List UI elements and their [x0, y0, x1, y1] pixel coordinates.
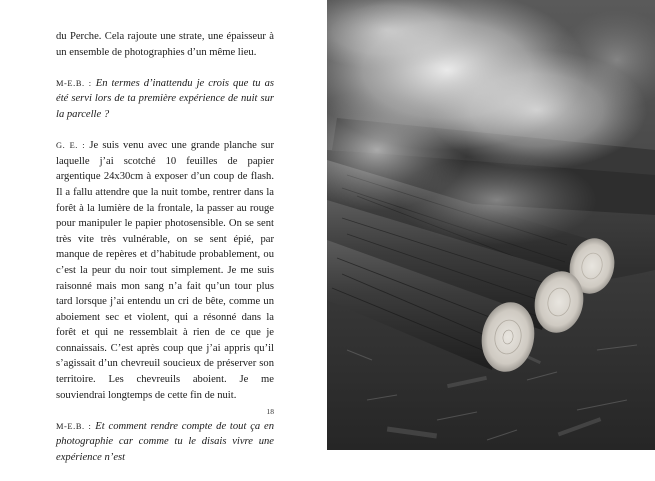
paragraph-1 [56, 29, 274, 60]
speaker-label: M-E.B. : [56, 78, 92, 88]
left-page [0, 0, 327, 464]
page-number: 18 [266, 407, 274, 416]
paragraph-1-text: du Perche. Cela rajoute une strate, une épaisseur à un ensemble de photographies d’un même lieu. [56, 31, 274, 58]
right-page [327, 0, 655, 450]
interview-text [56, 29, 274, 481]
paragraph-2 [56, 76, 274, 123]
paragraph-2-text: En termes d’inattendu je crois que tu as été servi lors de ta première expérience de nuit sur la parcelle ? [56, 77, 274, 120]
paragraph-3-text: Je suis venu avec une grande planche sur laquelle j’ai scotché 10 feuilles de papier argentique 24x30cm à exposer d’un coup de flash. Il a fallu attendre que la nuit tombe, rentrer dans la forêt à la lumière de la frontale, la passer au rouge pour manipuler le papier photosensible. On se sent très vite très vulnérable, on se sent épié, par manque de repères et d’habitude probablement, ou c’est la peur du noir tout simplement. Je me suis raisonné mais mon sang n’a fait qu’un tour plus tard lorsque j’ai entendu un cri de bête, comme un aboiement sec et violent, qui a résonné dans la forêt et qui ne ressemblait à rien de ce que je connaissais. C’est après coup que j’ai appris qu’il s’agissait d’un chevreuil soucieux de préserver son territoire. Les chevreuils aboient. Je me souviendrai longtemps de cette fin de nuit. [56, 140, 274, 401]
speaker-label: G. E. : [56, 141, 86, 151]
paragraph-4 [56, 419, 274, 466]
smoking-log-pile-photo [327, 0, 655, 450]
paragraph-3 [56, 138, 274, 403]
paragraph-4-text: Et comment rendre compte de tout ça en photographie car comme tu le disais vivre une expérience n’est [56, 420, 274, 464]
speaker-label: M-E.B. : [56, 421, 92, 431]
